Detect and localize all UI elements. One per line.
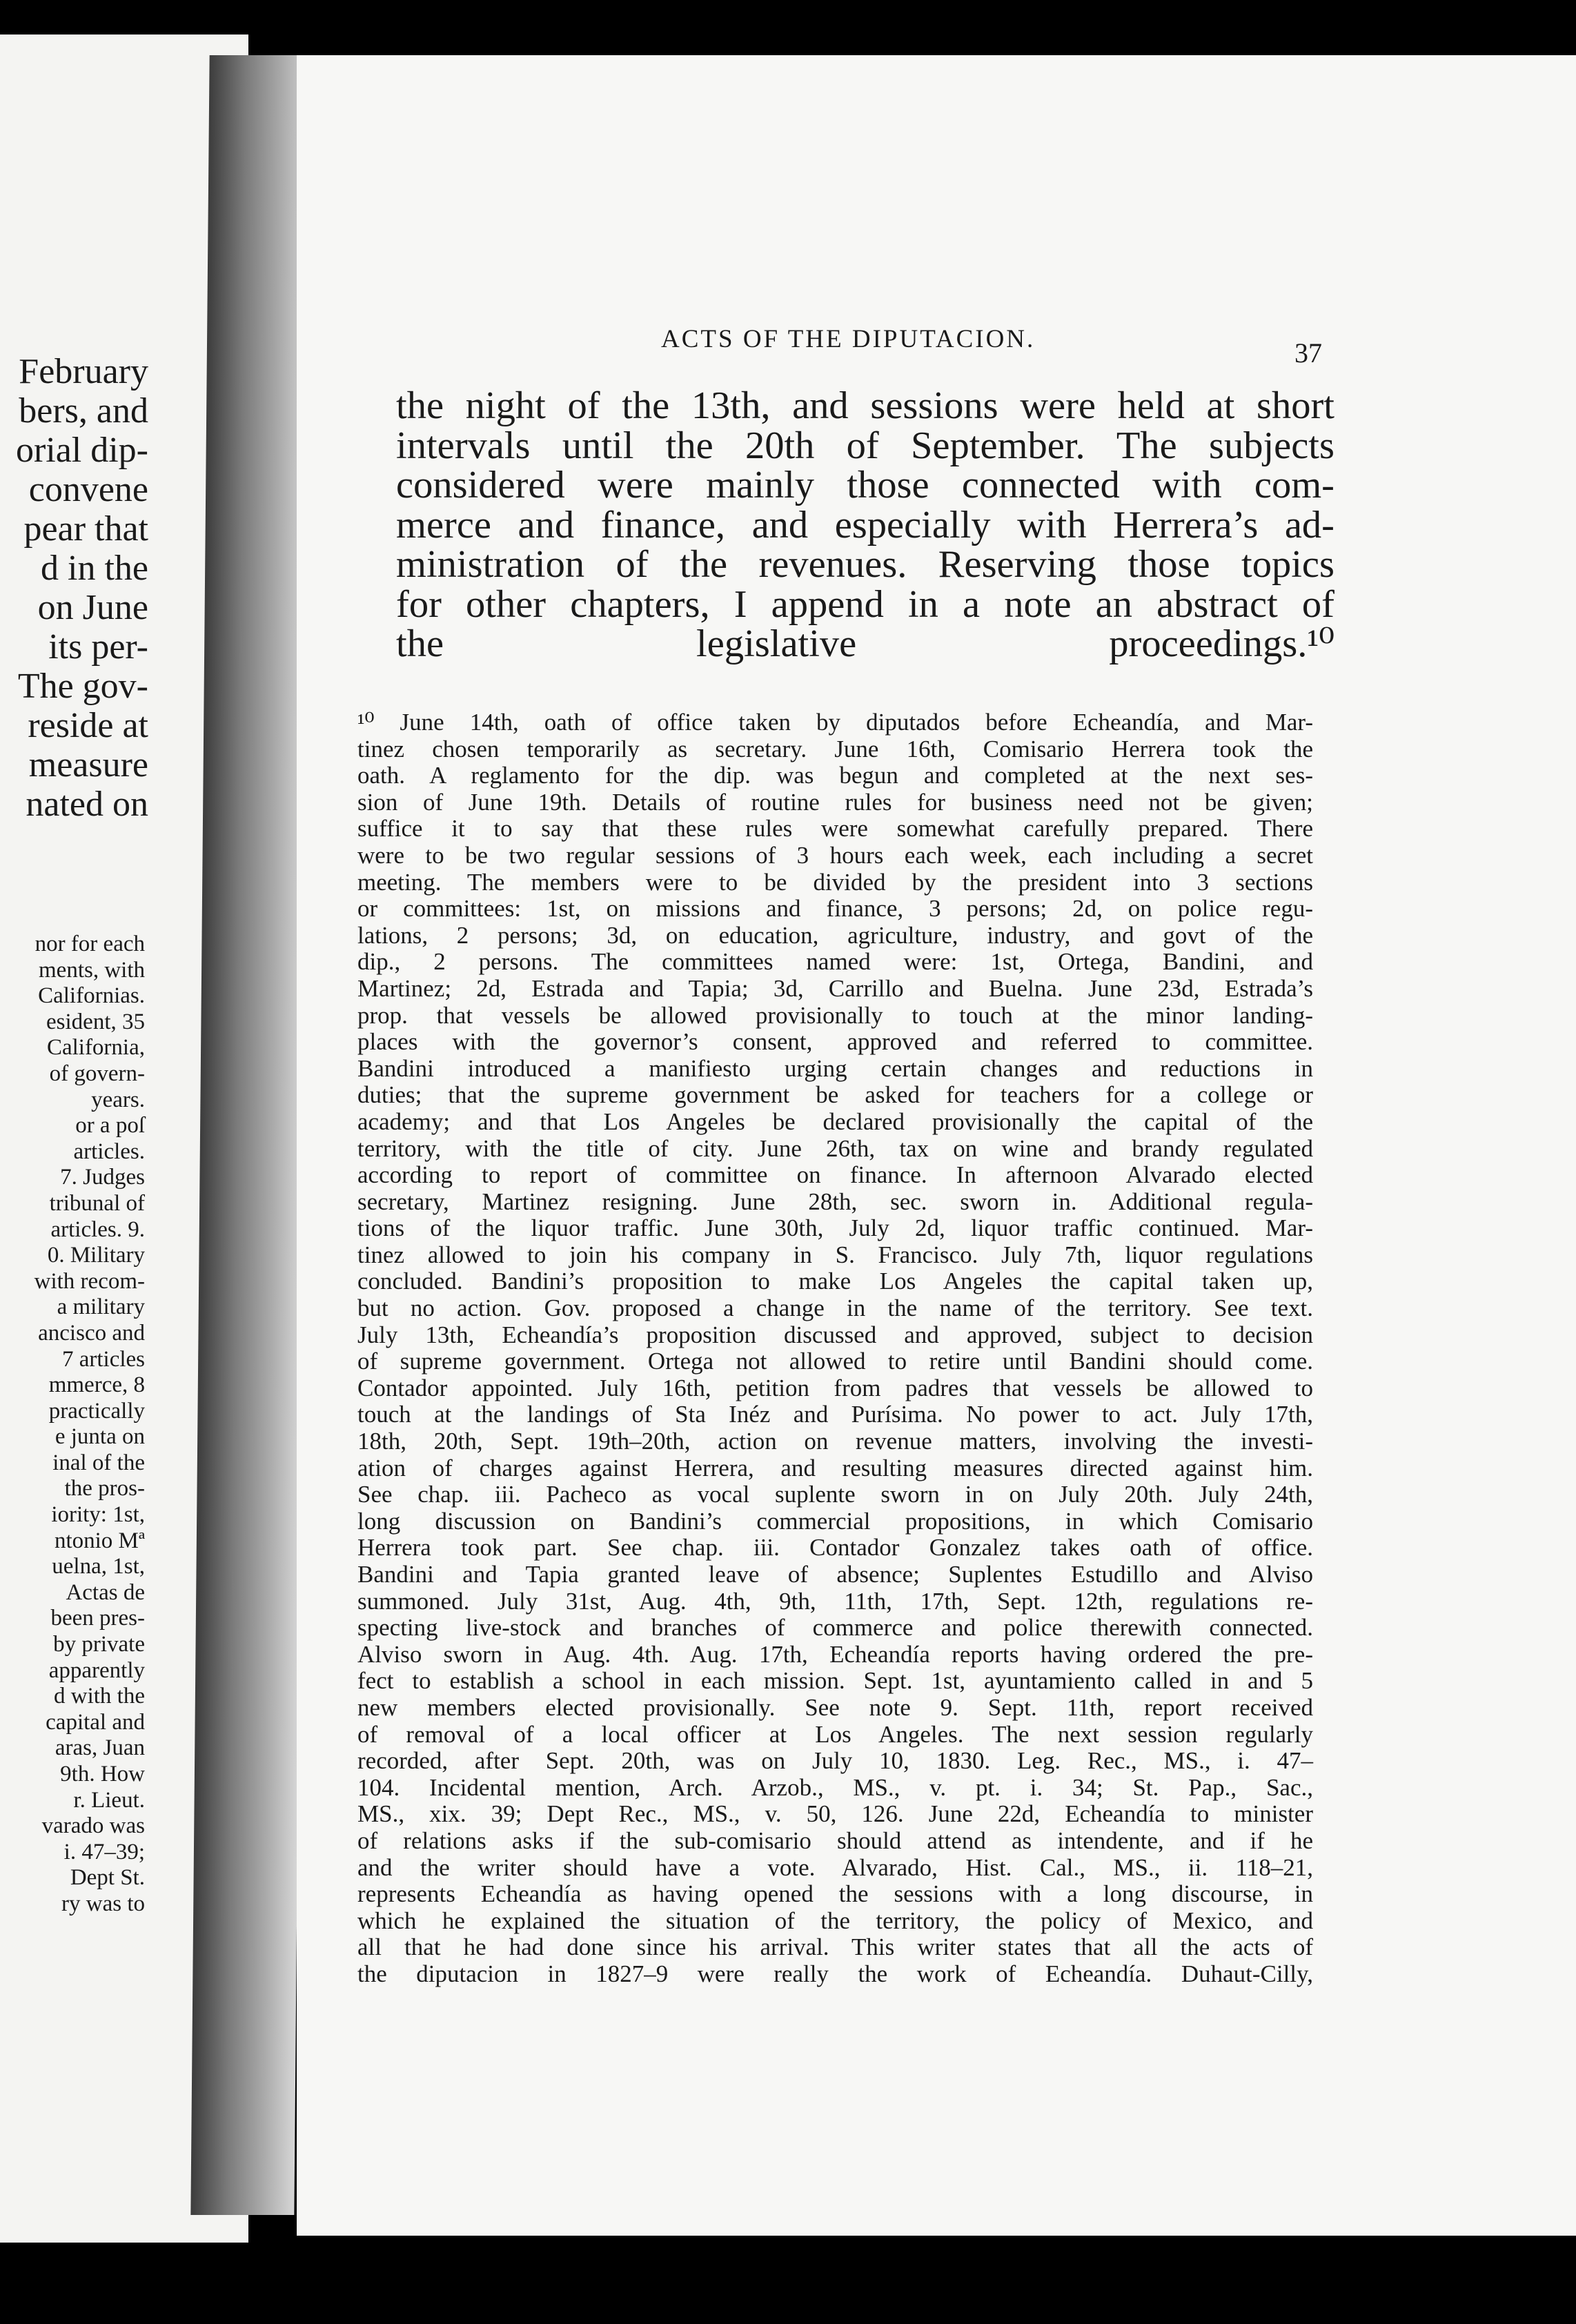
body-line: the legislative proceedings.¹⁰: [396, 622, 1334, 665]
footnote-line: or committees: 1st, on missions and finance, 3 persons; 2d, on police regu-: [357, 895, 1313, 923]
left-page-footnote-line: ry was to: [61, 1891, 145, 1916]
left-page-footnote-line: i. 47–39;: [63, 1839, 145, 1864]
footnote-line: places with the governor’s consent, approved and referred to committee.: [357, 1028, 1313, 1056]
left-page-footnote-line: 9th. How: [60, 1762, 145, 1786]
left-page-footnote-line: 7 articles: [61, 1346, 145, 1372]
left-page-footnote-line: by private: [53, 1632, 145, 1657]
footnote-line: tions of the liquor traffic. June 30th, July 2d, liquor traffic continued. Mar-: [357, 1214, 1313, 1242]
left-page-footnote-line: articles.: [73, 1139, 145, 1164]
left-page-footnote-line: e junta on: [55, 1424, 145, 1450]
left-page-footnote-line: articles. 9.: [50, 1217, 145, 1242]
left-page-footnote-line: mmerce, 8: [48, 1372, 145, 1398]
footnote-line: and the writer should have a vote. Alvarado, Hist. Cal., MS., ii. 118–21,: [357, 1853, 1313, 1881]
left-page-large-text: [16, 352, 148, 824]
footnote-line: concluded. Bandini’s proposition to make Los Angeles the capital taken up,: [357, 1268, 1313, 1295]
left-page-footnote-line: Californias.: [38, 983, 145, 1009]
left-page-line: d in the: [41, 549, 148, 588]
left-page-footnote-line: 7. Judges: [60, 1165, 145, 1190]
left-page-footnote-line: or a poſ: [75, 1113, 145, 1139]
footnote-line: prop. that vessels be allowed provisionally to touch at the minor landing-: [357, 1001, 1313, 1029]
left-page-footnote-line: of govern-: [49, 1061, 145, 1086]
left-page-line: February: [19, 352, 148, 391]
footnote-line: of removal of a local officer at Los Angeles. The next session regularly: [357, 1720, 1313, 1748]
footnote-line: See chap. iii. Pacheco as vocal suplente sworn in on July 20th. July 24th,: [357, 1481, 1313, 1508]
footnote-line: but no action. Gov. proposed a change in the name of the territory. See text.: [357, 1294, 1313, 1322]
footnote-line: specting live-stock and branches of commerce and police therewith connected.: [357, 1614, 1313, 1642]
left-page-line: convene: [28, 470, 148, 509]
running-head: ACTS OF THE DIPUTACION.: [661, 325, 1036, 353]
left-page-footnote-line: Actas de: [66, 1579, 145, 1605]
page-number: 37: [1294, 337, 1322, 368]
footnote-line: Bandini introduced a manifiesto urging certain changes and reductions in: [357, 1054, 1313, 1082]
footnote-line: Alviso sworn in Aug. 4th. Aug. 17th, Echeandía reports having ordered the pre-: [357, 1640, 1313, 1668]
left-page-footnote-line: uelna, 1st,: [52, 1554, 145, 1579]
footnote-line: tinez chosen temporarily as secretary. June 16th, Comisario Herrera took the: [357, 735, 1313, 762]
body-paragraph: [396, 386, 1334, 664]
footnote-line: the diputacion in 1827–9 were really the work of Echeandía. Duhaut-Cilly,: [357, 1960, 1313, 1987]
footnote-line: ¹⁰ June 14th, oath of office taken by diputados before Echeandía, and Mar-: [357, 709, 1313, 736]
footnote-line: summoned. July 31st, Aug. 4th, 9th, 11th, 17th, Sept. 12th, regulations re-: [357, 1587, 1313, 1615]
footnote-line: tinez allowed to join his company in S. Francisco. July 7th, liquor regulations: [357, 1241, 1313, 1268]
footnote-line: sion of June 19th. Details of routine rules for business need not be given;: [357, 788, 1313, 816]
left-page-footnote-line: ments, with: [39, 957, 145, 983]
left-page-footnote-line: tribunal of: [49, 1190, 145, 1216]
left-page-footnote-line: aras, Juan: [55, 1735, 145, 1761]
footnote-line: which he explained the situation of the territory, the policy of Mexico, and: [357, 1907, 1313, 1934]
footnote-line: long discussion on Bandini’s commercial propositions, in which Comisario: [357, 1507, 1313, 1535]
footnote-line: suffice it to say that these rules were somewhat carefully prepared. There: [357, 815, 1313, 843]
left-page-line: reside at: [28, 706, 148, 745]
left-page-footnote-line: the pros-: [64, 1476, 145, 1501]
left-page-line: its per-: [48, 627, 148, 667]
footnote-line: 104. Incidental mention, Arch. Arzob., MS., v. pt. i. 34; St. Pap., Sac.,: [357, 1773, 1313, 1801]
footnote-line: ation of charges against Herrera, and resulting measures directed against him.: [357, 1454, 1313, 1481]
footnote-line: academy; and that Los Angeles be declared provisionally the capital of the: [357, 1107, 1313, 1135]
footnote-line: secretary, Martinez resigning. June 28th, sec. sworn in. Additional regula-: [357, 1188, 1313, 1215]
left-page-footnote-line: a military: [57, 1294, 145, 1320]
footnote: [357, 709, 1313, 1988]
footnote-line: MS., xix. 39; Dept Rec., MS., v. 50, 126. June 22d, Echeandía to minister: [357, 1800, 1313, 1828]
left-page-line: pear that: [23, 509, 148, 549]
left-page-footnote-line: capital and: [46, 1709, 145, 1735]
footnote-line: territory, with the title of city. June 26th, tax on wine and brandy regulated: [357, 1134, 1313, 1162]
footnote-line: Martinez; 2d, Estrada and Tapia; 3d, Carrillo and Buelna. June 23d, Estrada’s: [357, 974, 1313, 1002]
left-page-footnote-line: been pres-: [50, 1606, 145, 1631]
footnote-line: all that he had done since his arrival. This writer states that all the acts of: [357, 1933, 1313, 1961]
body-line: considered were mainly those connected with com-: [396, 464, 1334, 506]
body-line: intervals until the 20th of September. The subjects: [396, 424, 1334, 467]
left-page-footnote-line: California,: [46, 1035, 145, 1061]
footnote-line: according to report of committee on finance. In afternoon Alvarado elected: [357, 1161, 1313, 1189]
footnote-line: new members elected provisionally. See note 9. Sept. 11th, report received: [357, 1693, 1313, 1721]
left-page-footnote-line: r. Lieut.: [73, 1787, 145, 1813]
left-page-line: bers, and: [19, 391, 148, 431]
left-page-footnote-line: years.: [91, 1087, 145, 1112]
footnote-line: dip., 2 persons. The committees named were: 1st, Ortega, Bandini, and: [357, 948, 1313, 976]
left-page-footnote-line: 0. Military: [47, 1243, 145, 1268]
left-page-footnote-line: iority: 1st,: [51, 1502, 145, 1528]
footnote-line: duties; that the supreme government be asked for teachers for a college or: [357, 1081, 1313, 1109]
footnote-line: lations, 2 persons; 3d, on education, agriculture, industry, and govt of the: [357, 921, 1313, 949]
left-page-footnote-line: apparently: [48, 1657, 145, 1683]
left-page-footnote-line: with recom-: [34, 1268, 145, 1294]
body-line: merce and finance, and especially with Herrera’s ad-: [396, 503, 1334, 546]
footnote-line: meeting. The members were to be divided by the president into 3 sections: [357, 868, 1313, 896]
left-page-line: orial dip-: [15, 431, 148, 470]
body-line: for other chapters, I append in a note an abstract of: [396, 582, 1334, 626]
left-page-footnote-line: Dept St.: [70, 1865, 145, 1891]
left-page-line: on June: [37, 588, 148, 627]
footnote-line: of relations asks if the sub-comisario should attend as intendente, and if he: [357, 1826, 1313, 1854]
left-page-footnote-line: ntonio Mª: [54, 1528, 145, 1553]
left-page-footnote-line: practically: [48, 1398, 145, 1424]
left-page-footnote-line: esident, 35: [46, 1009, 145, 1034]
footnote-line: oath. A reglamento for the dip. was begun and completed at the next ses-: [357, 762, 1313, 789]
body-line: the night of the 13th, and sessions were held at short: [396, 384, 1334, 427]
left-page-line: nated on: [26, 785, 148, 824]
footnote-line: Bandini and Tapia granted leave of absence; Suplentes Estudillo and Alviso: [357, 1561, 1313, 1588]
body-line: ministration of the revenues. Reserving those topics: [396, 543, 1334, 586]
footnote-line: Contador appointed. July 16th, petition from padres that vessels be allowed to: [357, 1374, 1313, 1401]
footnote-line: July 13th, Echeandía’s proposition discussed and approved, subject to decision: [357, 1321, 1313, 1348]
footnote-line: fect to establish a school in each mission. Sept. 1st, ayuntamiento called in and 5: [357, 1667, 1313, 1695]
left-page-footnote-line: ancisco and: [38, 1320, 145, 1346]
left-page-footnote-text: [35, 932, 145, 1918]
footnote-line: Herrera took part. See chap. iii. Contador Gonzalez takes oath of office.: [357, 1534, 1313, 1562]
left-page-line: measure: [28, 745, 148, 785]
footnote-line: 18th, 20th, Sept. 19th–20th, action on revenue matters, involving the investi-: [357, 1428, 1313, 1455]
footnote-line: touch at the landings of Sta Inéz and Purísima. No power to act. July 17th,: [357, 1401, 1313, 1428]
left-page-footnote-line: nor for each: [35, 932, 145, 956]
left-page-footnote-line: d with the: [54, 1684, 145, 1709]
footnote-line: recorded, after Sept. 20th, was on July 10, 1830. Leg. Rec., MS., i. 47–: [357, 1747, 1313, 1775]
footnote-line: were to be two regular sessions of 3 hours each week, each including a secret: [357, 841, 1313, 869]
left-page-line: The gov-: [17, 667, 148, 706]
left-page-footnote-line: inal of the: [52, 1450, 145, 1475]
footnote-line: of supreme government. Ortega not allowed to retire until Bandini should come.: [357, 1348, 1313, 1375]
left-page-footnote-line: varado was: [41, 1813, 145, 1839]
footnote-line: represents Echeandía as having opened the sessions with a long discourse, in: [357, 1880, 1313, 1908]
book-gutter-shadow: [190, 55, 313, 2215]
